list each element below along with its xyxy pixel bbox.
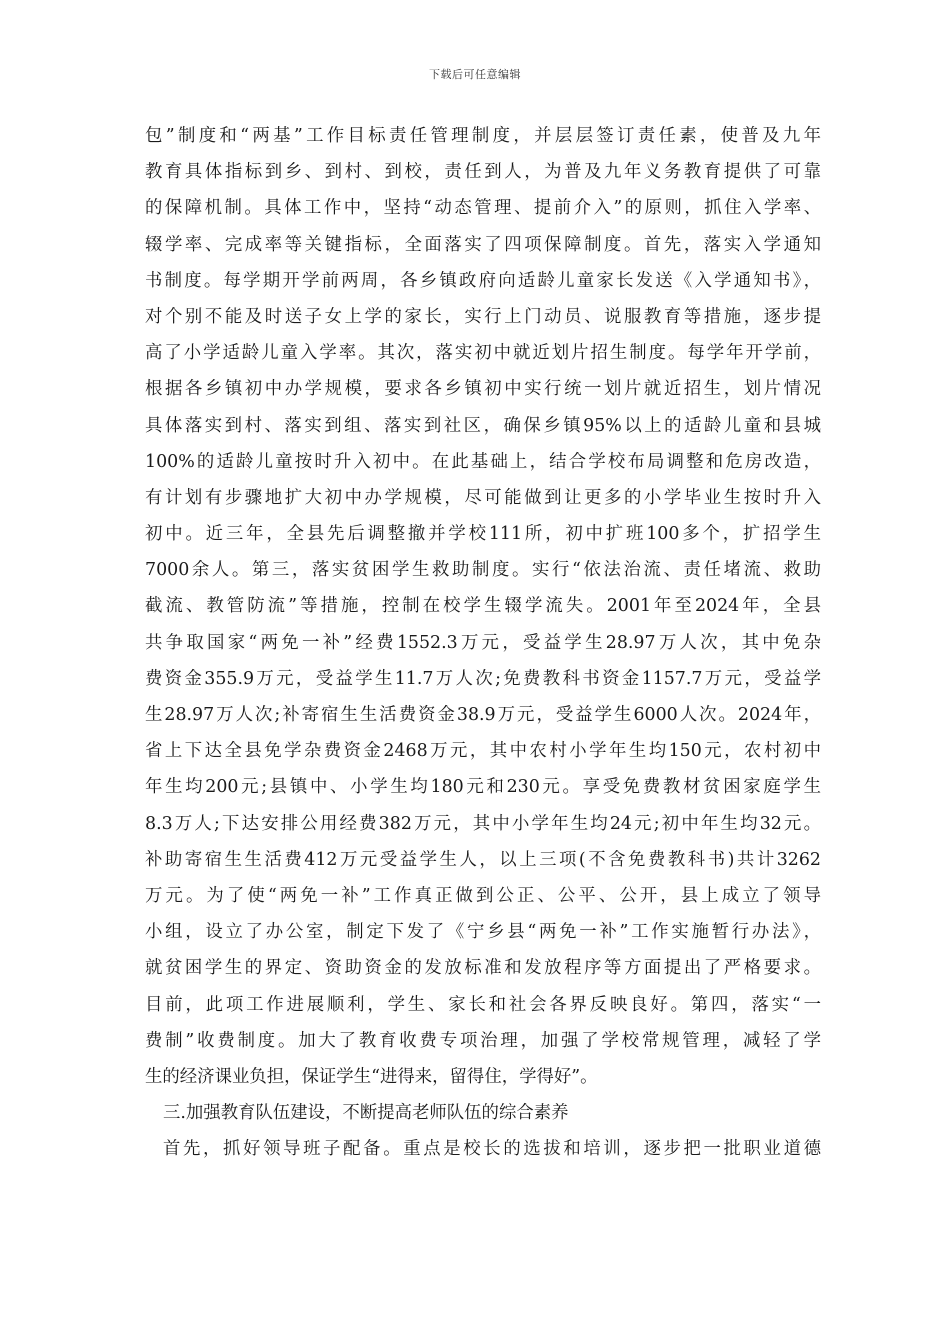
paragraph-line: 生的经济课业负担，保证学生“进得来，留得住，学得好”。 bbox=[145, 1066, 598, 1087]
paragraph-line: 生28.97万人次;补寄宿生生活费资金38.9万元，受益学生6000人次。2024年， bbox=[145, 705, 821, 725]
paragraph-line: 截流、教管防流”等措施，控制在校学生辍学流失。2001年至2024年，全县 bbox=[145, 596, 821, 617]
paragraph-line: 对个别不能及时送子女上学的家长，实行上门动员、说服教育等措施，逐步提 bbox=[145, 306, 821, 327]
paragraph-line: 7000余人。第三，落实贫困学生救助制度。实行“依法治流、责任堵流、救助 bbox=[145, 560, 821, 581]
paragraph-line: 书制度。每学期开学前两周，各乡镇政府向适龄儿童家长发送《入学通知书》， bbox=[145, 270, 821, 291]
paragraph-line: 100%的适龄儿童按时升入初中。在此基础上，结合学校布局调整和危房改造， bbox=[145, 451, 821, 472]
paragraph-line: 初中。近三年，全县先后调整撤并学校111所，初中扩班100多个，扩招学生 bbox=[145, 524, 821, 545]
paragraph-line: 高了小学适龄儿童入学率。其次，落实初中就近划片招生制度。每学年开学前， bbox=[145, 343, 821, 364]
paragraph-line: 费资金355.9万元，受益学生11.7万人次;免费教科书资金1157.7万元，受益学 bbox=[145, 668, 821, 689]
paragraph-line: 年生均200元;县镇中、小学生均180元和230元。享受免费教材贫困家庭学生 bbox=[145, 777, 821, 798]
document-body bbox=[145, 118, 821, 1167]
paragraph-two-exemptions bbox=[145, 118, 821, 1095]
paragraph-line: 根据各乡镇初中办学规模，要求各乡镇初中实行统一划片就近招生，划片情况 bbox=[145, 379, 821, 400]
paragraph-line: 费制”收费制度。加大了教育收费专项治理，加强了学校常规管理，减轻了学 bbox=[145, 1030, 821, 1051]
paragraph-line: 小组，设立了办公室，制定下发了《宁乡县“两免一补”工作实施暂行办法》， bbox=[145, 922, 821, 943]
paragraph-line: 万元。为了使“两免一补”工作真正做到公正、公平、公开，县上成立了领导 bbox=[145, 885, 821, 906]
paragraph-leadership-first-line: 首先，抓好领导班子配备。重点是校长的选拔和培训，逐步把一批职业道德 bbox=[163, 1139, 821, 1160]
paragraph-line: 就贫困学生的界定、资助资金的发放标准和发放程序等方面提出了严格要求。 bbox=[145, 958, 821, 979]
paragraph-line: 8.3万人;下达安排公用经费382万元，其中小学年生均24元;初中年生均32元。 bbox=[145, 813, 821, 834]
paragraph-line: 补助寄宿生生活费412万元受益学生人，以上三项(不含免费教科书)共计3262 bbox=[145, 849, 821, 870]
paragraph-line: 共争取国家“两免一补”经费1552.3万元，受益学生28.97万人次，其中免杂 bbox=[145, 632, 821, 653]
paragraph-line: 省上下达全县免学杂费资金2468万元，其中农村小学年生均150元，农村初中 bbox=[145, 741, 821, 762]
paragraph-line: 有计划有步骤地扩大初中办学规模，尽可能做到让更多的小学毕业生按时升入 bbox=[145, 487, 821, 508]
paragraph-line: 具体落实到村、落实到组、落实到社区，确保乡镇95%以上的适龄儿童和县城 bbox=[145, 415, 821, 436]
page-header-note: 下载后可任意编辑 bbox=[429, 68, 521, 81]
paragraph-line: 辍学率、完成率等关键指标，全面落实了四项保障制度。首先，落实入学通知 bbox=[145, 234, 821, 255]
section-heading: 三.加强教育队伍建设，不断提高老师队伍的综合素养 bbox=[163, 1103, 569, 1124]
paragraph-line: 包”制度和“两基”工作目标责任管理制度，并层层签订责任素，使普及九年 bbox=[145, 126, 821, 146]
paragraph-line: 的保障机制。具体工作中，坚持“动态管理、提前介入”的原则，抓住入学率、 bbox=[145, 198, 821, 219]
paragraph-line: 目前，此项工作进展顺利，学生、家长和社会各界反映良好。第四，落实“一 bbox=[145, 994, 821, 1015]
paragraph-line: 教育具体指标到乡、到村、到校，责任到人，为普及九年义务教育提供了可靠 bbox=[145, 162, 821, 183]
